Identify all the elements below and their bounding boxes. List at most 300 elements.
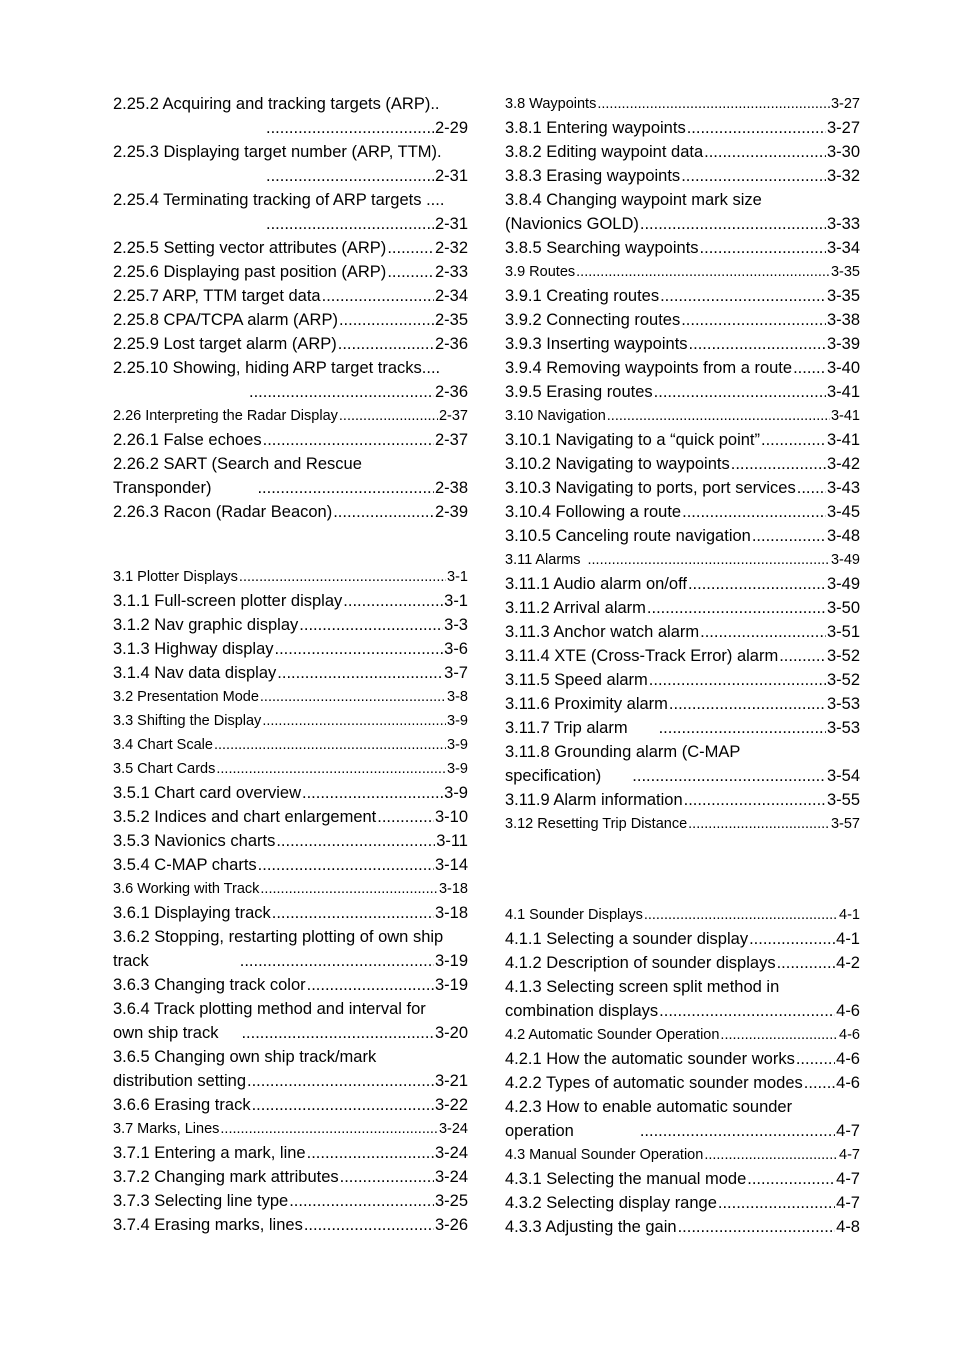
toc-entry[interactable] (113, 404, 468, 428)
toc-entry[interactable] (113, 997, 468, 1045)
page-number: 3-22 (434, 1096, 468, 1114)
page-number: 4-7 (836, 1122, 860, 1140)
toc-entry-title: Transponder) (113, 479, 212, 497)
toc-entry-title: 3.10 Navigation (505, 408, 606, 424)
page-number: 3-38 (826, 311, 860, 329)
toc-entry[interactable] (113, 637, 468, 661)
toc-entry-title: 3.5 Chart Cards (113, 761, 216, 777)
toc-entry-title: 3.10.1 Navigating to a “quick point” (505, 431, 760, 449)
toc-entry-row (505, 596, 860, 620)
toc-entry[interactable] (113, 805, 468, 829)
page-number: 4-1 (839, 907, 860, 923)
page-number: 3-53 (826, 695, 860, 713)
toc-entry[interactable] (113, 733, 468, 757)
dot-leader (302, 781, 443, 805)
page-number: 3-19 (434, 976, 468, 994)
dot-leader (704, 1143, 838, 1167)
toc-entry-row (505, 903, 860, 927)
toc-entry-row (505, 764, 860, 788)
dot-leader (749, 927, 835, 951)
toc-entry[interactable] (505, 1191, 860, 1215)
page-number: 3-42 (826, 455, 860, 473)
toc-entry[interactable] (505, 572, 860, 596)
toc-entry-row (505, 212, 860, 236)
toc-entry[interactable] (113, 428, 468, 452)
page-number: 3-1 (447, 569, 468, 585)
dot-leader (797, 476, 826, 500)
toc-entry[interactable] (113, 781, 468, 805)
page-number: 3-41 (826, 431, 860, 449)
page-number: 3-57 (830, 816, 860, 832)
toc-entry-title: 2.26 Interpreting the Radar Display (113, 408, 338, 424)
dot-leader (276, 829, 435, 853)
dot-leader (669, 692, 826, 716)
page-number: 3-7 (444, 664, 468, 682)
page-number: 2-37 (434, 431, 468, 449)
page-number: 3-9 (447, 737, 468, 753)
toc-entry-title: 2.25.2 Acquiring and tracking targets (ARP).. (113, 95, 440, 113)
page-number: 3-3 (444, 616, 468, 634)
toc-entry[interactable] (113, 500, 468, 524)
dot-leader (387, 260, 434, 284)
page-number: 2-33 (434, 263, 468, 281)
dot-leader (660, 284, 826, 308)
toc-entry[interactable] (505, 476, 860, 500)
section-spacer (113, 524, 468, 565)
toc-entry[interactable] (113, 308, 468, 332)
toc-entry-row (113, 500, 468, 524)
page-number: 3-41 (826, 383, 860, 401)
toc-entry-row (505, 428, 860, 452)
toc-entry-title: 3.9.2 Connecting routes (505, 311, 681, 329)
toc-entry-row (505, 140, 860, 164)
toc-entry[interactable] (113, 260, 468, 284)
toc-entry[interactable] (505, 951, 860, 975)
toc-entry-title: 3.11.8 Grounding alarm (C-MAP (505, 743, 741, 761)
page-number: 4-7 (839, 1147, 860, 1163)
toc-entry-title: 3.5.1 Chart card overview (113, 784, 302, 802)
page-number: 3-10 (434, 808, 468, 826)
toc-entry-title: 3.11.6 Proximity alarm (505, 695, 668, 713)
toc-entry[interactable] (113, 356, 468, 404)
toc-entry-row (505, 927, 860, 951)
toc-entry[interactable] (505, 428, 860, 452)
toc-entry[interactable] (113, 140, 468, 188)
toc-entry-row (113, 685, 468, 709)
toc-entry-title: 3.8 Waypoints (505, 96, 597, 112)
toc-entry[interactable] (505, 1095, 860, 1143)
page-number: 3-35 (830, 264, 860, 280)
dot-leader (684, 788, 826, 812)
dot-leader (322, 284, 434, 308)
toc-entry-row (505, 500, 860, 524)
toc-entry[interactable] (113, 1117, 468, 1141)
toc-entry[interactable] (505, 500, 860, 524)
page-number: 3-24 (434, 1144, 468, 1162)
toc-entry[interactable] (505, 380, 860, 404)
page-number: 3-24 (438, 1121, 468, 1137)
toc-entry-title: 3.8.1 Entering waypoints (505, 119, 686, 137)
toc-entry-title: 3.11.2 Arrival alarm (505, 599, 646, 617)
toc-entry-title: 3.1 Plotter Displays (113, 569, 238, 585)
toc-entry-row (113, 949, 468, 973)
toc-entry-row (505, 356, 860, 380)
toc-entry-row (505, 404, 860, 428)
toc-entry[interactable] (505, 644, 860, 668)
toc-entry[interactable] (505, 692, 860, 716)
toc-entry-title: 3.9.1 Creating routes (505, 287, 660, 305)
toc-entry[interactable] (113, 685, 468, 709)
page-number: 3-6 (444, 640, 468, 658)
toc-entry-row (113, 116, 468, 140)
dot-leader (266, 212, 434, 236)
toc-entry-row (113, 1189, 468, 1213)
toc-entry-row (113, 428, 468, 452)
page-number: 3-41 (830, 408, 860, 424)
toc-entry[interactable] (505, 975, 860, 1023)
dot-leader (659, 999, 835, 1023)
dot-leader (644, 903, 838, 927)
toc-entry[interactable] (113, 188, 468, 236)
dot-leader (387, 236, 434, 260)
page-number: 3-32 (826, 167, 860, 185)
toc-entry[interactable] (505, 1167, 860, 1191)
dot-leader (304, 1213, 434, 1237)
toc-entry[interactable] (505, 524, 860, 548)
toc-entry-row (113, 829, 468, 853)
toc-entry-title: 3.6.1 Displaying track (113, 904, 271, 922)
page-number: 2-34 (434, 287, 468, 305)
toc-entry-row (113, 661, 468, 685)
toc-entry-title: 3.11.3 Anchor watch alarm (505, 623, 700, 641)
dot-leader (272, 901, 434, 925)
toc-entry[interactable] (113, 709, 468, 733)
toc-entry-title: 3.11.4 XTE (Cross-Track Error) alarm (505, 647, 779, 665)
page-number: 3-9 (444, 784, 468, 802)
toc-entry[interactable] (113, 925, 468, 973)
toc-entry[interactable] (113, 901, 468, 925)
page-number: 3-53 (826, 719, 860, 737)
toc-entry[interactable] (505, 716, 860, 740)
dot-leader (307, 1141, 434, 1165)
toc-entry-row (113, 1069, 468, 1093)
dot-leader (779, 644, 826, 668)
toc-entry-title: 3.11.1 Audio alarm on/off (505, 575, 687, 593)
dot-leader (777, 951, 836, 975)
toc-entry-row (113, 1093, 468, 1117)
toc-entry-title: 3.11.9 Alarm information (505, 791, 683, 809)
page-number: 3-45 (826, 503, 860, 521)
toc-entry[interactable] (505, 1071, 860, 1095)
toc-entry[interactable] (113, 829, 468, 853)
dot-leader (260, 685, 446, 709)
toc-entry-title: 4.3.1 Selecting the manual mode (505, 1170, 747, 1188)
toc-entry[interactable] (113, 284, 468, 308)
dot-leader (731, 452, 826, 476)
page-number: 3-55 (826, 791, 860, 809)
dot-leader (793, 356, 826, 380)
toc-entry-row (505, 788, 860, 812)
page-number: 2-36 (434, 335, 468, 353)
dot-leader (266, 116, 434, 140)
page-number: 3-30 (826, 143, 860, 161)
toc-entry[interactable] (505, 1047, 860, 1071)
page-number: 2-36 (434, 383, 468, 401)
toc-entry[interactable] (505, 548, 860, 572)
toc-entry[interactable] (505, 1143, 860, 1167)
toc-entry-row (505, 692, 860, 716)
dot-leader (299, 613, 443, 637)
toc-entry-title: 4.3.3 Adjusting the gain (505, 1218, 677, 1236)
toc-entry-title: 4.2 Automatic Sounder Operation (505, 1027, 720, 1043)
dot-leader (681, 308, 826, 332)
dot-leader (649, 668, 826, 692)
toc-entry-row (113, 380, 468, 404)
toc-entry[interactable] (113, 589, 468, 613)
toc-entry[interactable] (113, 757, 468, 781)
page-number: 2-32 (434, 239, 468, 257)
toc-entry[interactable] (505, 1023, 860, 1047)
dot-leader (747, 1167, 835, 1191)
toc-entry[interactable] (505, 620, 860, 644)
page-number: 4-6 (839, 1027, 860, 1043)
dot-leader (659, 716, 826, 740)
toc-entry[interactable] (113, 877, 468, 901)
toc-entry-title: 3.8.4 Changing waypoint mark size (505, 191, 762, 209)
section-spacer (505, 836, 860, 903)
page-number: 3-27 (826, 119, 860, 137)
toc-entry-row (505, 668, 860, 692)
dot-leader (796, 1047, 835, 1071)
toc-entry-row (505, 1143, 860, 1167)
toc-entry[interactable] (113, 1045, 468, 1093)
toc-entry[interactable] (113, 1213, 468, 1237)
page-number: 3-52 (826, 647, 860, 665)
toc-entry-row (505, 951, 860, 975)
toc-entry-row (505, 812, 860, 836)
toc-entry[interactable] (505, 332, 860, 356)
toc-entry-title: 4.2.2 Types of automatic sounder modes (505, 1074, 803, 1092)
toc-entry-row (113, 973, 468, 997)
toc-entry-title: 3.1.3 Highway display (113, 640, 274, 658)
page-number: 4-1 (836, 930, 860, 948)
toc-entry[interactable] (505, 92, 860, 116)
dot-leader (647, 596, 826, 620)
toc-entry[interactable] (505, 260, 860, 284)
dot-leader (681, 164, 826, 188)
dot-leader (678, 1215, 836, 1239)
dot-leader (216, 757, 446, 781)
toc-right-column (505, 92, 860, 1239)
dot-leader (597, 92, 830, 116)
toc-entry-title: 3.6.5 Changing own ship track/mark (113, 1048, 377, 1066)
dot-leader (333, 500, 434, 524)
dot-leader (720, 1023, 838, 1047)
toc-entry[interactable] (505, 452, 860, 476)
toc-entry[interactable] (113, 565, 468, 589)
toc-entry-row (113, 404, 468, 428)
page-number: 3-40 (826, 359, 860, 377)
page-number: 3-24 (434, 1168, 468, 1186)
dot-leader (289, 1189, 434, 1213)
dot-leader (338, 332, 434, 356)
dot-leader (700, 236, 826, 260)
toc-entry-title: 3.6 Working with Track (113, 881, 260, 897)
toc-entry[interactable] (505, 927, 860, 951)
toc-entry[interactable] (505, 812, 860, 836)
dot-leader (654, 380, 826, 404)
dot-leader (588, 548, 830, 572)
toc-entry[interactable] (505, 116, 860, 140)
toc-entry-row (505, 116, 860, 140)
toc-entry-title: own ship track (113, 1024, 219, 1042)
page-number: 3-35 (826, 287, 860, 305)
toc-entry-title: 3.5.4 C-MAP charts (113, 856, 257, 874)
toc-entry-title: 2.25.10 Showing, hiding ARP target tracks.... (113, 359, 441, 377)
toc-entry[interactable] (505, 356, 860, 380)
dot-leader (262, 709, 446, 733)
toc-entry-title: 3.12 Resetting Trip Distance (505, 816, 688, 832)
toc-entry-row (505, 1047, 860, 1071)
toc-entry-row (113, 1117, 468, 1141)
toc-entry-row (113, 164, 468, 188)
toc-entry-title: 3.9.3 Inserting waypoints (505, 335, 688, 353)
toc-entry-row (113, 589, 468, 613)
dot-leader (263, 428, 434, 452)
toc-entry-row (505, 380, 860, 404)
toc-entry[interactable] (505, 1215, 860, 1239)
toc-entry[interactable] (505, 188, 860, 236)
toc-entry[interactable] (505, 164, 860, 188)
toc-entry-row (113, 1165, 468, 1189)
toc-entry[interactable] (113, 236, 468, 260)
toc-entry-row (113, 565, 468, 589)
page-number: 4-7 (836, 1194, 860, 1212)
page-number: 3-18 (438, 881, 468, 897)
toc-entry-title: 2.25.8 CPA/TCPA alarm (ARP) (113, 311, 338, 329)
page-number: 3-33 (826, 215, 860, 233)
toc-entry[interactable] (505, 140, 860, 164)
toc-entry-row (113, 901, 468, 925)
toc-entry[interactable] (505, 668, 860, 692)
toc-entry-title: 3.9.4 Removing waypoints from a route (505, 359, 793, 377)
toc-entry[interactable] (505, 284, 860, 308)
toc-entry-title: track (113, 952, 149, 970)
toc-entry[interactable] (505, 740, 860, 788)
page-number: 4-8 (836, 1218, 860, 1236)
toc-entry-title: 3.10.3 Navigating to ports, port services (505, 479, 796, 497)
dot-leader (687, 116, 826, 140)
toc-entry[interactable] (113, 853, 468, 877)
dot-leader (220, 1117, 438, 1141)
page-number: 3-21 (434, 1072, 468, 1090)
toc-entry[interactable] (113, 661, 468, 685)
toc-entry[interactable] (113, 92, 468, 140)
dot-leader (339, 308, 434, 332)
dot-leader (343, 589, 443, 613)
dot-leader (607, 404, 830, 428)
page-number: 3-51 (826, 623, 860, 641)
toc-entry-row (505, 308, 860, 332)
toc-entry-title: 2.25.6 Displaying past position (ARP) (113, 263, 387, 281)
toc-entry-title: 2.26.3 Racon (Radar Beacon) (113, 503, 333, 521)
toc-entry-title: 4.2.1 How the automatic sounder works (505, 1050, 795, 1068)
toc-entry-title: 2.25.7 ARP, TTM target data (113, 287, 321, 305)
toc-entry-title: 3.10.5 Canceling route navigation (505, 527, 751, 545)
toc-entry[interactable] (505, 308, 860, 332)
toc-entry[interactable] (505, 596, 860, 620)
toc-entry[interactable] (113, 1093, 468, 1117)
page-number: 3-49 (826, 575, 860, 593)
toc-entry-row (113, 476, 468, 500)
toc-entry[interactable] (505, 903, 860, 927)
toc-entry-row (113, 853, 468, 877)
toc-entry[interactable] (505, 404, 860, 428)
toc-entry-title: 2.25.5 Setting vector attributes (ARP) (113, 239, 387, 257)
dot-leader (240, 949, 434, 973)
dot-leader (377, 805, 434, 829)
toc-entry-row (505, 332, 860, 356)
toc-entry[interactable] (113, 332, 468, 356)
page-number: 3-27 (830, 96, 860, 112)
toc-entry[interactable] (113, 1165, 468, 1189)
toc-entry[interactable] (505, 236, 860, 260)
toc-entry[interactable] (113, 973, 468, 997)
dot-leader (632, 764, 826, 788)
toc-entry-row (505, 644, 860, 668)
toc-entry-row (505, 1215, 860, 1239)
toc-entry-row (505, 548, 860, 572)
toc-entry-row (505, 164, 860, 188)
page-number: 3-50 (826, 599, 860, 617)
toc-entry-title: 2.25.9 Lost target alarm (ARP) (113, 335, 337, 353)
toc-entry-title: 3.6.2 Stopping, restarting plotting of own ship (113, 928, 444, 946)
toc-entry-row (113, 877, 468, 901)
toc-entry-title: 3.7.4 Erasing marks, lines (113, 1216, 303, 1234)
dot-leader (277, 661, 443, 685)
toc-entry-title: 4.1 Sounder Displays (505, 907, 643, 923)
dot-leader (688, 812, 830, 836)
page-number: 3-49 (830, 552, 860, 568)
dot-leader (258, 853, 434, 877)
dot-leader (252, 1093, 434, 1117)
toc-entry[interactable] (113, 1141, 468, 1165)
toc-entry-title: 3.1.4 Nav data display (113, 664, 277, 682)
toc-entry-row (505, 236, 860, 260)
toc-entry-title: 2.25.4 Terminating tracking of ARP targets .... (113, 191, 445, 209)
toc-entry-title: 3.6.4 Track plotting method and interval for (113, 1000, 426, 1018)
toc-entry-title: 3.8.3 Erasing waypoints (505, 167, 681, 185)
page-number: 3-54 (826, 767, 860, 785)
page-number: 4-6 (836, 1074, 860, 1092)
toc-entry[interactable] (113, 452, 468, 500)
page-number: 4-6 (836, 1050, 860, 1068)
page-number: 2-35 (434, 311, 468, 329)
toc-entry[interactable] (113, 1189, 468, 1213)
toc-entry-row (505, 1119, 860, 1143)
toc-entry-title: 4.1.2 Description of sounder displays (505, 954, 776, 972)
toc-entry-title: 4.1.1 Selecting a sounder display (505, 930, 749, 948)
dot-leader (752, 524, 826, 548)
dot-leader (576, 260, 830, 284)
page-number: 4-7 (836, 1170, 860, 1188)
toc-entry[interactable] (505, 788, 860, 812)
page-number: 3-34 (826, 239, 860, 257)
toc-entry-title: 3.7 Marks, Lines (113, 1121, 220, 1137)
toc-entry[interactable] (113, 613, 468, 637)
page-number: 2-38 (434, 479, 468, 497)
toc-entry-title: 4.2.3 How to enable automatic sounder (505, 1098, 793, 1116)
